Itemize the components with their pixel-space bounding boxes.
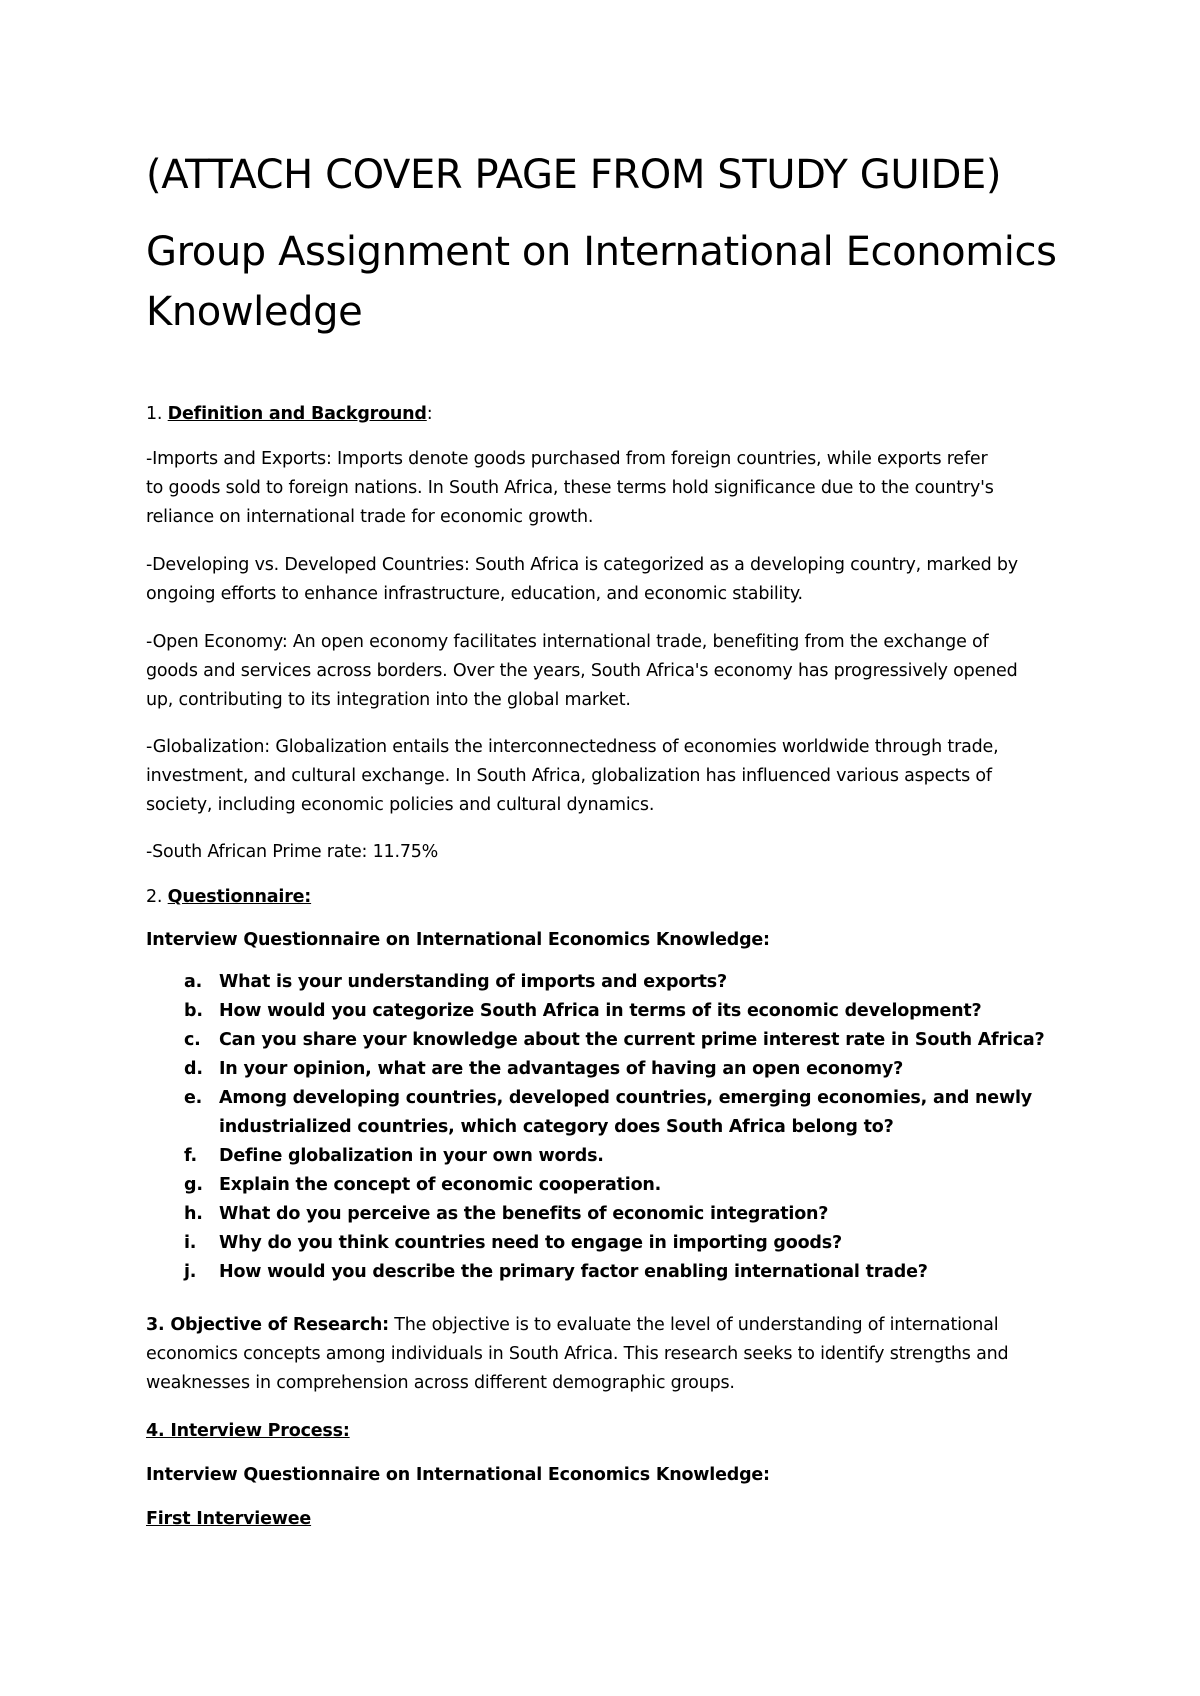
question-item: [146, 1171, 1066, 1200]
question-text: Can you share your knowledge about the current prime interest rate in South Africa?: [219, 1030, 1045, 1050]
imports-exports-paragraph: [146, 445, 1066, 532]
paragraph-line: reliance on international trade for economic growth.: [146, 507, 594, 527]
section-1-heading: [146, 400, 1066, 429]
objective-line: weaknesses in comprehension across different demographic groups.: [146, 1373, 735, 1393]
document-title-line-1: Group Assignment on International Economics: [146, 229, 1057, 275]
document-title-line-2: Knowledge: [146, 289, 363, 335]
question-marker: c.: [184, 1030, 201, 1050]
question-text: How would you categorize South Africa in terms of its economic development?: [219, 1001, 982, 1021]
paragraph-line: investment, and cultural exchange. In South Africa, globalization has influenced various aspects of: [146, 766, 992, 786]
section-3-objective: [146, 1311, 1066, 1398]
question-text: What do you perceive as the benefits of economic integration?: [219, 1204, 829, 1224]
section-1-colon: :: [426, 404, 433, 424]
question-text: How would you describe the primary factor enabling international trade?: [219, 1262, 928, 1282]
question-marker: b.: [184, 1001, 203, 1021]
question-marker: i.: [184, 1233, 197, 1253]
objective-text: The objective is to evaluate the level of understanding of international: [388, 1315, 999, 1335]
question-text: Define globalization in your own words.: [219, 1146, 604, 1166]
section-1-number: 1.: [146, 404, 168, 424]
question-text: What is your understanding of imports and exports?: [219, 972, 727, 992]
question-marker: g.: [184, 1175, 203, 1195]
paragraph-line: -Imports and Exports: Imports denote goods purchased from foreign countries, while exports refer: [146, 449, 988, 469]
question-marker: a.: [184, 972, 203, 992]
cover-page-note: (ATTACH COVER PAGE FROM STUDY GUIDE): [146, 152, 1002, 198]
open-economy-paragraph: [146, 628, 1066, 715]
paragraph-line: -Developing vs. Developed Countries: South Africa is categorized as a developing country, marked by: [146, 555, 1018, 575]
question-marker: e.: [184, 1088, 203, 1108]
question-item: [146, 1258, 1066, 1287]
question-item: [146, 1026, 1066, 1055]
paragraph-line: goods and services across borders. Over the years, South Africa's economy has progressively opened: [146, 661, 1018, 681]
question-text-continued: industrialized countries, which category does South Africa belong to?: [219, 1117, 894, 1137]
paragraph-line: -Globalization: Globalization entails the interconnectedness of economies worldwide through trade,: [146, 737, 999, 757]
question-item: [146, 997, 1066, 1026]
objective-line: economics concepts among individuals in South Africa. This research seeks to identify strengths and: [146, 1344, 1009, 1364]
question-marker: j.: [184, 1262, 197, 1282]
question-marker: d.: [184, 1059, 203, 1079]
question-text: Explain the concept of economic cooperation.: [219, 1175, 662, 1195]
paragraph-line: society, including economic policies and cultural dynamics.: [146, 795, 655, 815]
question-list: [146, 968, 1066, 1287]
question-text: Among developing countries, developed countries, emerging economies, and newly: [219, 1088, 1032, 1108]
prime-rate-paragraph: -South African Prime rate: 11.75%: [146, 842, 439, 862]
globalization-paragraph: [146, 733, 1066, 820]
objective-line: [146, 1311, 1066, 1340]
developing-countries-paragraph: [146, 551, 1066, 609]
paragraph-line: ongoing efforts to enhance infrastructure, education, and economic stability.: [146, 584, 803, 604]
questionnaire-subheading: Interview Questionnaire on International Economics Knowledge:: [146, 930, 770, 950]
question-item: [146, 968, 1066, 997]
paragraph-line: up, contributing to its integration into the global market.: [146, 690, 631, 710]
section-2-title: Questionnaire:: [167, 887, 312, 907]
paragraph-line: to goods sold to foreign nations. In South Africa, these terms hold significance due to the country's: [146, 478, 994, 498]
section-2-heading: [146, 883, 1066, 912]
question-item: [146, 1055, 1066, 1084]
interview-subheading: Interview Questionnaire on International Economics Knowledge:: [146, 1465, 770, 1485]
question-item: [146, 1142, 1066, 1171]
section-3-label: 3. Objective of Research:: [146, 1315, 389, 1335]
question-marker: h.: [184, 1204, 203, 1224]
question-item: [146, 1084, 1066, 1142]
question-item: [146, 1229, 1066, 1258]
paragraph-line: -Open Economy: An open economy facilitates international trade, benefiting from the exchange of: [146, 632, 989, 652]
section-1-title: Definition and Background: [167, 404, 427, 424]
question-text: In your opinion, what are the advantages of having an open economy?: [219, 1059, 904, 1079]
first-interviewee-heading: First Interviewee: [146, 1509, 312, 1529]
section-4-heading: 4. Interview Process:: [146, 1421, 350, 1441]
question-item: [146, 1200, 1066, 1229]
question-text: Why do you think countries need to engage in importing goods?: [219, 1233, 842, 1253]
question-marker: f.: [184, 1146, 197, 1166]
section-2-number: 2.: [146, 887, 168, 907]
